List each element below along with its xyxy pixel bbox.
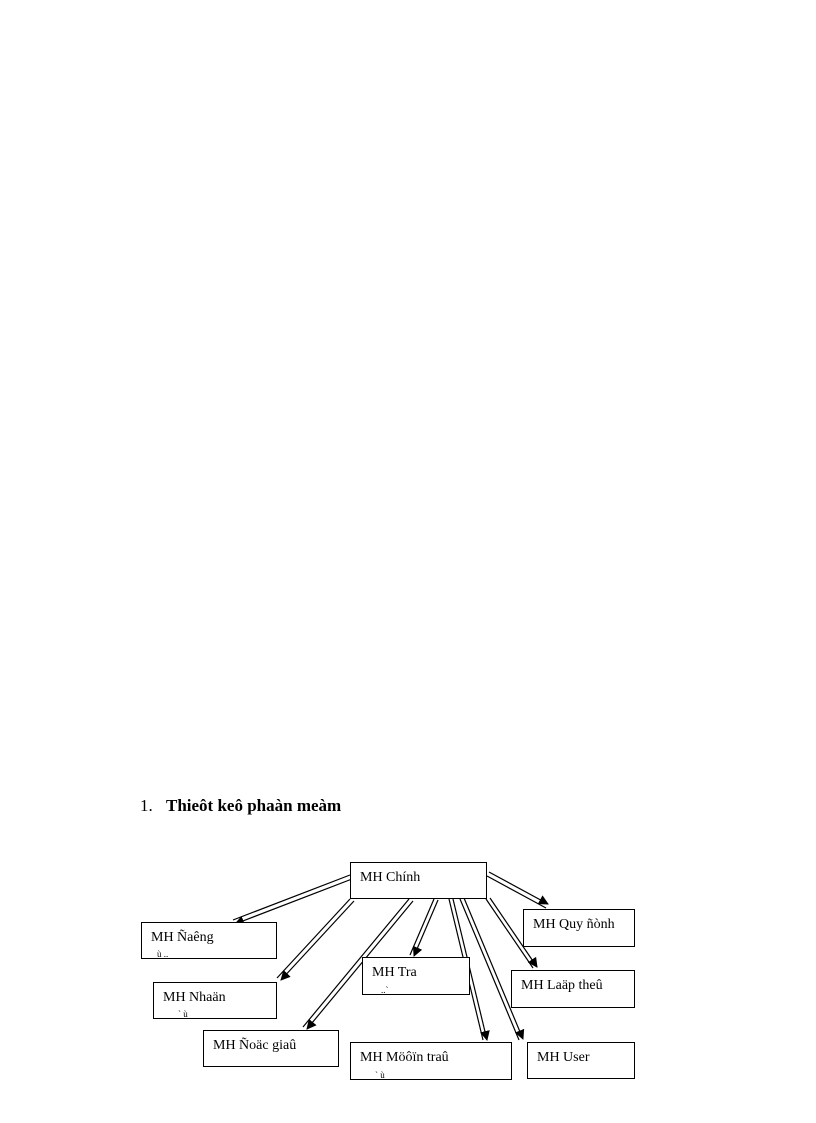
node-mh-muon-tra [350, 1042, 512, 1080]
arrow-to-quy-dinh [487, 876, 546, 908]
node-diacritic-marks: ˋ ù [178, 1009, 188, 1019]
node-mh-chinh [350, 862, 487, 899]
arrow-to-tra [410, 899, 434, 955]
node-label: MH Nhaän [163, 990, 226, 1005]
arrow-to-nhan [277, 899, 350, 978]
node-mh-user [527, 1042, 635, 1079]
node-diacritic-marks: ù .. [157, 949, 169, 959]
node-mh-quy-dinh [523, 909, 635, 947]
node-mh-lap-the [511, 970, 635, 1008]
section-title: Thieôt keô phaàn meàm [166, 796, 342, 815]
node-diacritic-marks: ˋ ù [375, 1070, 385, 1080]
node-mh-nhan [153, 982, 277, 1019]
arrow-to-dang [233, 875, 350, 920]
node-label: MH Möôïn traû [360, 1050, 449, 1065]
node-mh-doc-gia [203, 1030, 339, 1067]
section-number: 1. [140, 796, 153, 815]
node-label: MH Laäp theû [521, 978, 603, 993]
node-label: MH Ñaêng [151, 930, 214, 945]
node-label: MH Ñoäc giaû [213, 1038, 297, 1053]
node-label: MH Tra [372, 965, 417, 980]
node-mh-tra [362, 957, 470, 995]
node-mh-dang [141, 922, 277, 959]
node-label: MH Quy ñònh [533, 917, 615, 932]
node-label: MH Chính [360, 870, 421, 885]
node-label: MH User [537, 1050, 590, 1065]
node-diacritic-marks: ..ˋ [381, 985, 389, 995]
